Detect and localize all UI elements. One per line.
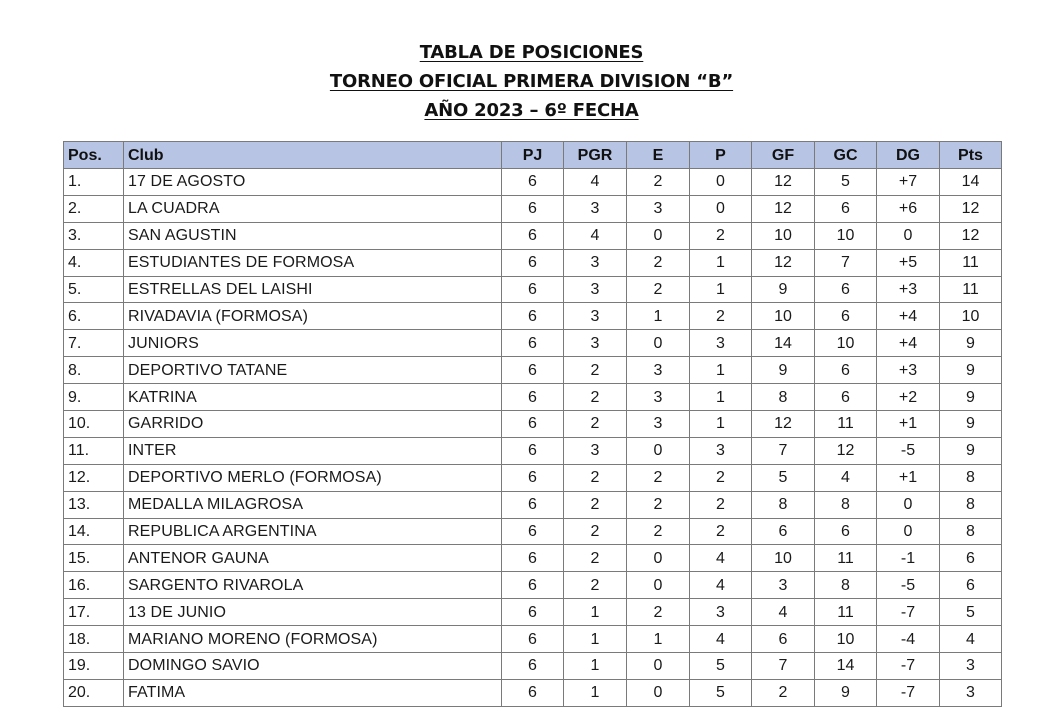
table-row (64, 518, 1002, 545)
title-tabla-de-posiciones: TABLA DE POSICIONES (419, 42, 644, 63)
cell-e: 2 (627, 249, 690, 276)
cell-club: GARRIDO (124, 411, 502, 438)
cell-pj: 6 (502, 599, 564, 626)
cell-gc: 10 (815, 330, 877, 357)
cell-pj: 6 (502, 518, 564, 545)
cell-gc: 11 (815, 545, 877, 572)
cell-gf: 6 (752, 626, 815, 653)
cell-pts: 10 (940, 303, 1002, 330)
cell-e: 3 (627, 384, 690, 411)
cell-pgr: 3 (564, 303, 627, 330)
cell-pj: 6 (502, 491, 564, 518)
header-club: Club (124, 142, 502, 169)
header-gf: GF (752, 142, 815, 169)
cell-pos: 7. (64, 330, 124, 357)
table-row (64, 384, 1002, 411)
cell-dg: -7 (877, 599, 940, 626)
table-row (64, 276, 1002, 303)
cell-pj: 6 (502, 195, 564, 222)
cell-pj: 6 (502, 626, 564, 653)
cell-p: 4 (690, 572, 752, 599)
cell-dg: -5 (877, 437, 940, 464)
cell-pj: 6 (502, 384, 564, 411)
cell-e: 3 (627, 411, 690, 438)
cell-pts: 11 (940, 249, 1002, 276)
cell-dg: +1 (877, 464, 940, 491)
cell-e: 2 (627, 276, 690, 303)
header-row (64, 142, 1002, 169)
cell-club: RIVADAVIA (FORMOSA) (124, 303, 502, 330)
cell-club: ESTRELLAS DEL LAISHI (124, 276, 502, 303)
cell-pos: 1. (64, 169, 124, 196)
cell-e: 2 (627, 599, 690, 626)
cell-pts: 8 (940, 491, 1002, 518)
cell-pos: 14. (64, 518, 124, 545)
cell-gc: 6 (815, 195, 877, 222)
cell-pj: 6 (502, 169, 564, 196)
cell-pj: 6 (502, 464, 564, 491)
cell-dg: 0 (877, 491, 940, 518)
cell-p: 5 (690, 679, 752, 706)
cell-club: 13 DE JUNIO (124, 599, 502, 626)
cell-pgr: 1 (564, 679, 627, 706)
cell-club: DOMINGO SAVIO (124, 653, 502, 680)
cell-gf: 6 (752, 518, 815, 545)
cell-club: DEPORTIVO MERLO (FORMOSA) (124, 464, 502, 491)
cell-p: 1 (690, 276, 752, 303)
cell-pos: 5. (64, 276, 124, 303)
cell-dg: +6 (877, 195, 940, 222)
cell-p: 3 (690, 599, 752, 626)
table-row (64, 679, 1002, 706)
standings-header (64, 142, 1002, 169)
cell-pos: 20. (64, 679, 124, 706)
cell-p: 2 (690, 464, 752, 491)
cell-club: REPUBLICA ARGENTINA (124, 518, 502, 545)
cell-pgr: 4 (564, 169, 627, 196)
cell-dg: +3 (877, 357, 940, 384)
cell-pos: 2. (64, 195, 124, 222)
cell-pj: 6 (502, 249, 564, 276)
cell-gf: 12 (752, 195, 815, 222)
standings-table (63, 141, 1002, 707)
cell-club: KATRINA (124, 384, 502, 411)
cell-pts: 6 (940, 545, 1002, 572)
header-pts: Pts (940, 142, 1002, 169)
cell-gf: 8 (752, 491, 815, 518)
cell-p: 1 (690, 249, 752, 276)
cell-p: 2 (690, 491, 752, 518)
cell-dg: 0 (877, 518, 940, 545)
cell-e: 0 (627, 545, 690, 572)
cell-club: MARIANO MORENO (FORMOSA) (124, 626, 502, 653)
cell-gc: 8 (815, 572, 877, 599)
table-row (64, 653, 1002, 680)
cell-pts: 12 (940, 222, 1002, 249)
title-torneo: TORNEO OFICIAL PRIMERA DIVISION “B” (329, 71, 734, 92)
cell-gf: 12 (752, 169, 815, 196)
cell-gf: 7 (752, 437, 815, 464)
cell-pts: 8 (940, 464, 1002, 491)
standings-body (64, 169, 1002, 707)
cell-p: 4 (690, 545, 752, 572)
table-row (64, 330, 1002, 357)
table-row (64, 572, 1002, 599)
table-row (64, 222, 1002, 249)
cell-pj: 6 (502, 276, 564, 303)
cell-pos: 19. (64, 653, 124, 680)
cell-e: 3 (627, 357, 690, 384)
cell-e: 3 (627, 195, 690, 222)
table-row (64, 599, 1002, 626)
cell-pts: 6 (940, 572, 1002, 599)
cell-pj: 6 (502, 303, 564, 330)
cell-dg: +4 (877, 330, 940, 357)
cell-gc: 6 (815, 384, 877, 411)
table-row (64, 437, 1002, 464)
cell-pj: 6 (502, 679, 564, 706)
cell-pgr: 3 (564, 330, 627, 357)
cell-club: MEDALLA MILAGROSA (124, 491, 502, 518)
cell-gf: 10 (752, 303, 815, 330)
cell-dg: +5 (877, 249, 940, 276)
cell-gf: 3 (752, 572, 815, 599)
cell-pj: 6 (502, 545, 564, 572)
cell-gc: 11 (815, 411, 877, 438)
cell-club: DEPORTIVO TATANE (124, 357, 502, 384)
cell-dg: +4 (877, 303, 940, 330)
table-row (64, 195, 1002, 222)
cell-gc: 10 (815, 222, 877, 249)
cell-pgr: 2 (564, 491, 627, 518)
cell-pts: 9 (940, 357, 1002, 384)
cell-pos: 15. (64, 545, 124, 572)
cell-pgr: 3 (564, 437, 627, 464)
table-row (64, 357, 1002, 384)
cell-club: FATIMA (124, 679, 502, 706)
cell-pts: 3 (940, 679, 1002, 706)
cell-e: 0 (627, 653, 690, 680)
cell-p: 3 (690, 330, 752, 357)
cell-pos: 3. (64, 222, 124, 249)
cell-dg: 0 (877, 222, 940, 249)
cell-p: 0 (690, 195, 752, 222)
cell-gc: 14 (815, 653, 877, 680)
cell-gf: 10 (752, 545, 815, 572)
cell-e: 0 (627, 222, 690, 249)
cell-dg: -4 (877, 626, 940, 653)
cell-dg: -1 (877, 545, 940, 572)
cell-pos: 4. (64, 249, 124, 276)
cell-pgr: 2 (564, 518, 627, 545)
cell-pts: 9 (940, 437, 1002, 464)
cell-pos: 13. (64, 491, 124, 518)
cell-gc: 6 (815, 357, 877, 384)
cell-gc: 11 (815, 599, 877, 626)
cell-pts: 8 (940, 518, 1002, 545)
cell-club: 17 DE AGOSTO (124, 169, 502, 196)
document-titles (0, 38, 1063, 125)
cell-gc: 4 (815, 464, 877, 491)
cell-e: 2 (627, 169, 690, 196)
cell-e: 0 (627, 572, 690, 599)
cell-pos: 18. (64, 626, 124, 653)
table-row (64, 464, 1002, 491)
cell-gc: 7 (815, 249, 877, 276)
cell-gf: 14 (752, 330, 815, 357)
cell-dg: +7 (877, 169, 940, 196)
cell-gf: 7 (752, 653, 815, 680)
cell-pgr: 3 (564, 249, 627, 276)
cell-pgr: 2 (564, 572, 627, 599)
cell-p: 0 (690, 169, 752, 196)
cell-club: JUNIORS (124, 330, 502, 357)
cell-p: 1 (690, 384, 752, 411)
cell-pos: 10. (64, 411, 124, 438)
cell-pj: 6 (502, 222, 564, 249)
cell-gc: 6 (815, 303, 877, 330)
cell-e: 2 (627, 491, 690, 518)
table-row (64, 491, 1002, 518)
cell-dg: -7 (877, 679, 940, 706)
cell-pj: 6 (502, 437, 564, 464)
cell-p: 2 (690, 222, 752, 249)
cell-e: 1 (627, 626, 690, 653)
cell-pts: 14 (940, 169, 1002, 196)
cell-pgr: 3 (564, 195, 627, 222)
cell-e: 1 (627, 303, 690, 330)
cell-pgr: 2 (564, 545, 627, 572)
cell-pgr: 2 (564, 411, 627, 438)
header-pos: Pos. (64, 142, 124, 169)
cell-gf: 4 (752, 599, 815, 626)
cell-club: INTER (124, 437, 502, 464)
header-pj: PJ (502, 142, 564, 169)
cell-pts: 5 (940, 599, 1002, 626)
cell-pos: 11. (64, 437, 124, 464)
cell-gc: 6 (815, 518, 877, 545)
cell-gf: 12 (752, 411, 815, 438)
cell-pos: 12. (64, 464, 124, 491)
cell-club: SAN AGUSTIN (124, 222, 502, 249)
cell-pts: 9 (940, 411, 1002, 438)
cell-dg: +2 (877, 384, 940, 411)
cell-club: ANTENOR GAUNA (124, 545, 502, 572)
cell-p: 4 (690, 626, 752, 653)
cell-pos: 17. (64, 599, 124, 626)
table-row (64, 626, 1002, 653)
cell-pos: 16. (64, 572, 124, 599)
cell-gc: 5 (815, 169, 877, 196)
cell-gf: 9 (752, 276, 815, 303)
cell-gf: 9 (752, 357, 815, 384)
cell-dg: +3 (877, 276, 940, 303)
cell-pj: 6 (502, 653, 564, 680)
cell-pgr: 1 (564, 626, 627, 653)
header-e: E (627, 142, 690, 169)
cell-pgr: 4 (564, 222, 627, 249)
title-fecha: AÑO 2023 – 6º FECHA (424, 100, 639, 121)
cell-pgr: 2 (564, 384, 627, 411)
cell-dg: +1 (877, 411, 940, 438)
cell-e: 0 (627, 437, 690, 464)
cell-gf: 5 (752, 464, 815, 491)
cell-pgr: 2 (564, 464, 627, 491)
cell-pgr: 3 (564, 276, 627, 303)
cell-gf: 2 (752, 679, 815, 706)
cell-gc: 6 (815, 276, 877, 303)
cell-pos: 6. (64, 303, 124, 330)
header-pgr: PGR (564, 142, 627, 169)
cell-pj: 6 (502, 411, 564, 438)
cell-pts: 12 (940, 195, 1002, 222)
cell-p: 2 (690, 518, 752, 545)
cell-e: 0 (627, 679, 690, 706)
cell-gf: 12 (752, 249, 815, 276)
cell-e: 2 (627, 518, 690, 545)
cell-club: SARGENTO RIVAROLA (124, 572, 502, 599)
cell-pos: 9. (64, 384, 124, 411)
cell-p: 1 (690, 357, 752, 384)
cell-p: 1 (690, 411, 752, 438)
cell-gc: 10 (815, 626, 877, 653)
header-p: P (690, 142, 752, 169)
cell-p: 2 (690, 303, 752, 330)
cell-gc: 8 (815, 491, 877, 518)
cell-pts: 9 (940, 330, 1002, 357)
table-row (64, 249, 1002, 276)
cell-e: 0 (627, 330, 690, 357)
cell-pgr: 2 (564, 357, 627, 384)
cell-pts: 4 (940, 626, 1002, 653)
table-row (64, 411, 1002, 438)
cell-club: LA CUADRA (124, 195, 502, 222)
table-row (64, 545, 1002, 572)
cell-pts: 11 (940, 276, 1002, 303)
cell-dg: -7 (877, 653, 940, 680)
cell-gf: 10 (752, 222, 815, 249)
cell-pts: 9 (940, 384, 1002, 411)
cell-dg: -5 (877, 572, 940, 599)
table-row (64, 303, 1002, 330)
cell-club: ESTUDIANTES DE FORMOSA (124, 249, 502, 276)
cell-pts: 3 (940, 653, 1002, 680)
cell-pos: 8. (64, 357, 124, 384)
table-row (64, 169, 1002, 196)
cell-gc: 9 (815, 679, 877, 706)
cell-pj: 6 (502, 572, 564, 599)
cell-gf: 8 (752, 384, 815, 411)
cell-pgr: 1 (564, 599, 627, 626)
header-dg: DG (877, 142, 940, 169)
cell-e: 2 (627, 464, 690, 491)
cell-p: 3 (690, 437, 752, 464)
cell-gc: 12 (815, 437, 877, 464)
cell-p: 5 (690, 653, 752, 680)
cell-pj: 6 (502, 357, 564, 384)
header-gc: GC (815, 142, 877, 169)
cell-pj: 6 (502, 330, 564, 357)
cell-pgr: 1 (564, 653, 627, 680)
